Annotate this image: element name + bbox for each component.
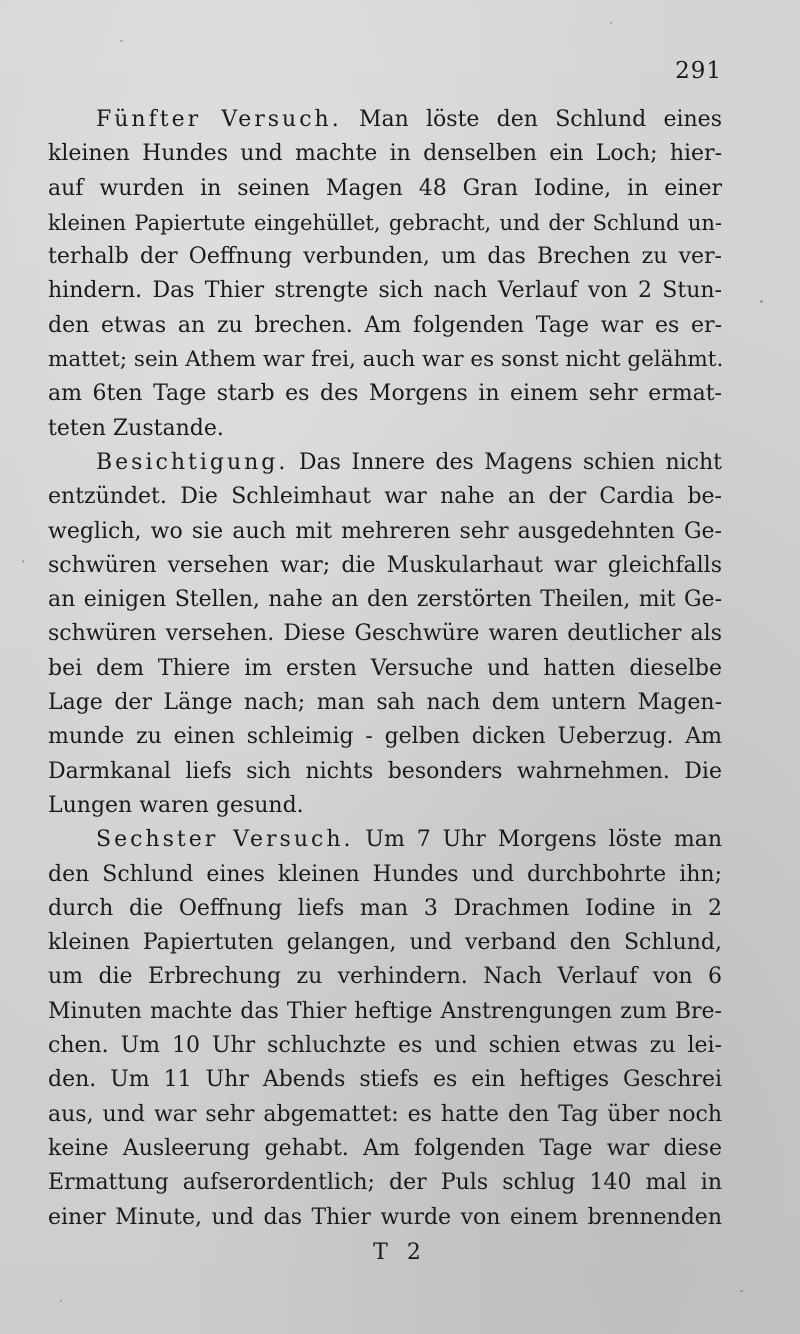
text-line: schwüren versehen. Diese Geschwüre waren deutlicher als — [48, 621, 722, 647]
text-line: auf wurden in seinen Magen 48 Gran Iodine, in einer — [48, 175, 722, 201]
text-line: mattet; sein Athem war frei, auch war es sonst nicht gelähmt. — [48, 347, 724, 373]
body-text — [48, 103, 722, 1235]
signature-mark: T 2 — [373, 1240, 427, 1265]
text-line: Ermattung aufserordentlich; der Puls schlug 140 mal in — [48, 1170, 722, 1196]
text-line: am 6ten Tage starb es des Morgens in einem sehr ermat- — [48, 381, 722, 407]
text-line: um die Erbrechung zu verhindern. Nach Verlauf von 6 — [48, 964, 722, 990]
text-line-rest: Um 7 Uhr Morgens löste man — [353, 827, 723, 853]
paper-speck — [760, 300, 763, 303]
text-line: Darmkanal liefs sich nichts besonders wahrnehmen. Die — [48, 758, 722, 784]
text-line-rest: Man löste den Schlund eines — [341, 107, 722, 132]
paper-speck — [740, 1290, 743, 1292]
text-line: Minuten machte das Thier heftige Anstrengungen zum Bre- — [48, 998, 722, 1024]
paper-speck — [60, 1300, 62, 1302]
text-line: teten Zustande. — [48, 415, 224, 441]
text-line: bei dem Thiere im ersten Versuche und hatten dieselbe — [48, 655, 722, 681]
text-line-rest: Das Innere des Magens schien nicht — [288, 449, 722, 475]
text-line: terhalb der Oeffnung verbunden, um das Brechen zu ver- — [48, 244, 722, 270]
text-line: den Schlund eines kleinen Hundes und durchbohrte ihn; — [48, 861, 722, 887]
section-heading: Besichtigung. — [96, 449, 289, 475]
text-line: keine Ausleerung gehabt. Am folgenden Tage war diese — [48, 1135, 722, 1161]
paper-speck — [610, 22, 612, 24]
page-number: 291 — [675, 58, 722, 84]
text-line — [48, 823, 722, 857]
text-line: munde zu einen schleimig - gelben dicken Ueberzug. Am — [48, 724, 722, 750]
text-line: durch die Oeffnung liefs man 3 Drachmen Iodine in 2 — [48, 895, 722, 921]
text-line — [48, 446, 722, 480]
text-line: den etwas an zu brechen. Am folgenden Tage war es er- — [48, 312, 722, 338]
text-line: kleinen Papiertute eingehüllet, gebracht, und der Schlund un- — [48, 210, 722, 235]
text-line: entzündet. Die Schleimhaut war nahe an der Cardia be- — [48, 484, 722, 510]
section-heading: Sechster Versuch. — [96, 827, 354, 853]
text-line: an einigen Stellen, nahe an den zerstörten Theilen, mit Ge- — [48, 587, 722, 613]
text-line: Lungen waren gesund. — [48, 792, 304, 818]
section-heading: Fünfter Versuch. — [96, 107, 342, 132]
text-line: den. Um 11 Uhr Abends stiefs es ein heftiges Geschrei — [48, 1067, 722, 1093]
text-line — [48, 103, 722, 137]
text-line: hindern. Das Thier strengte sich nach Verlauf von 2 Stun- — [48, 278, 722, 304]
text-line: chen. Um 10 Uhr schluchzte es und schien etwas zu lei- — [48, 1033, 722, 1059]
paper-speck — [120, 40, 123, 42]
text-line: schwüren versehen war; die Muskularhaut war gleichfalls — [48, 552, 722, 578]
text-line: kleinen Hundes und machte in denselben ein Loch; hier- — [48, 141, 722, 167]
text-line: einer Minute, und das Thier wurde von einem brennenden — [48, 1204, 722, 1230]
text-line: weglich, wo sie auch mit mehreren sehr ausgedehnten Ge- — [48, 518, 722, 544]
text-line: aus, und war sehr abgemattet: es hatte den Tag über noch — [48, 1101, 722, 1127]
text-line: Lage der Länge nach; man sah nach dem untern Magen- — [48, 690, 722, 716]
text-line: kleinen Papiertuten gelangen, und verband den Schlund, — [48, 930, 722, 956]
paper-speck — [22, 560, 24, 563]
